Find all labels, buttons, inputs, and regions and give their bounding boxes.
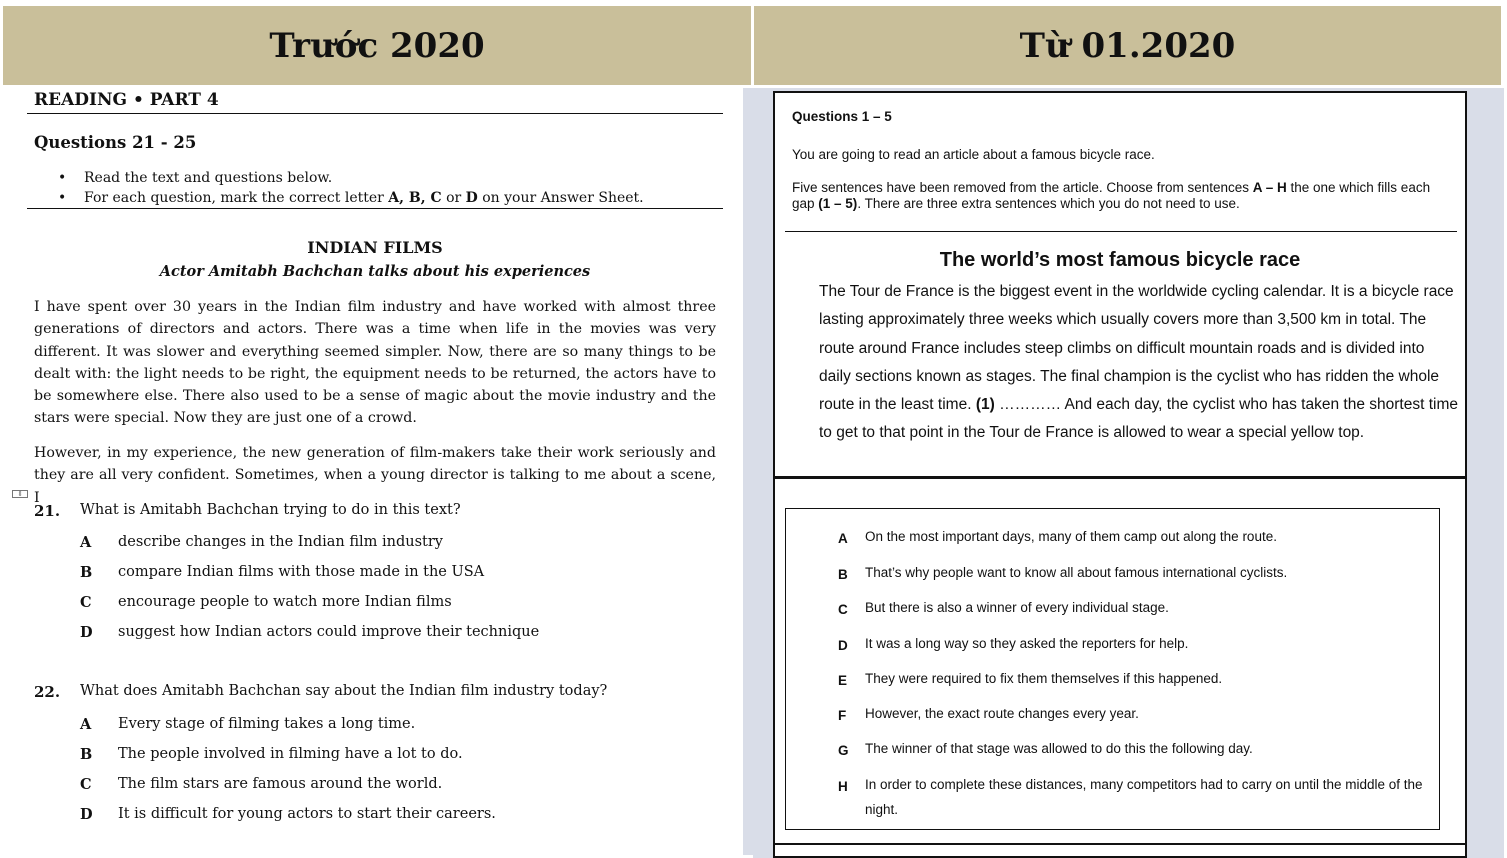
gap-dots: …………	[994, 396, 1065, 414]
next-section-edge	[773, 843, 1467, 858]
instruction-gaps: (1 – 5)	[818, 196, 858, 211]
option-text: describe changes in the Indian film industry	[118, 534, 443, 550]
panel-separator	[743, 88, 753, 855]
article-text: And each day, the cyclist who has taken the shortest time to get to that point in the Tour de France is allowed to wear a special yellow top.	[819, 396, 1458, 442]
part-heading: READING • PART 4	[34, 90, 219, 110]
instruction-2-suffix: on your Answer Sheet.	[477, 190, 644, 206]
option-letter: B	[80, 746, 93, 763]
intro-text: You are going to read an article about a famous bicycle race.	[792, 147, 1155, 162]
sentence-letter: A	[838, 531, 848, 546]
option-letter: D	[80, 624, 93, 641]
instruction-text	[792, 180, 1452, 212]
article-paragraph-2-clip	[3, 438, 747, 506]
sentence-letter: D	[838, 638, 848, 653]
question-number: 22.	[34, 683, 61, 701]
header-title-left: Trước 2020	[269, 25, 485, 66]
instruction-1	[58, 170, 332, 186]
sentence-letter: G	[838, 743, 849, 758]
option-text: It is difficult for young actors to start their careers.	[118, 806, 496, 822]
option-letter: B	[80, 564, 93, 581]
sentence-letter: B	[838, 567, 848, 582]
divider-line	[27, 113, 723, 114]
header-title-right: Từ 01.2020	[1019, 25, 1236, 66]
header-from-2020	[754, 6, 1501, 85]
questions-range: Questions 1 – 5	[792, 109, 892, 124]
instruction-2-or: or	[441, 190, 466, 206]
sentence-text: On the most important days, many of them camp out along the route.	[865, 529, 1277, 544]
option-text: compare Indian films with those made in the USA	[118, 564, 485, 580]
option-letter: A	[80, 716, 92, 733]
article-paragraph-1: I have spent over 30 years in the Indian film industry and have worked with almost three generations of directors and actors. There was a time when life in the movies was very different. It was slower and everything seemed simpler. Now, there are so many things to be dealt with: the light needs to be right, the equipment needs to be returned, the actors have to be somewhere else. There also used to be a sense of magic about the movie industry and the stars were special. Now they are just one of a crowd.	[34, 299, 716, 427]
sentences-box	[773, 477, 1467, 858]
option-letter: C	[80, 776, 92, 793]
header-before-2020	[3, 6, 751, 85]
instruction-2	[58, 190, 644, 206]
article-subtitle: Actor Amitabh Bachchan talks about his experiences	[159, 263, 591, 280]
question-text: What does Amitabh Bachchan say about the Indian film industry today?	[80, 683, 608, 699]
questions-range: Questions 21 - 25	[34, 133, 197, 152]
gap-number: (1)	[975, 396, 995, 414]
sentence-letter: C	[838, 602, 848, 617]
option-text: suggest how Indian actors could improve their technique	[118, 624, 540, 640]
sentence-letter: H	[838, 779, 848, 794]
bullet-icon: •	[58, 190, 67, 206]
sentence-options-frame	[785, 508, 1440, 830]
sentence-text: That’s why people want to know all about famous international cyclists.	[865, 565, 1288, 580]
sentence-text: The winner of that stage was allowed to do this the following day.	[865, 741, 1253, 756]
instruction-2-prefix: For each question, mark the correct letter	[84, 190, 389, 206]
article-box	[773, 91, 1467, 478]
sentence-text: They were required to fix them themselves if this happened.	[865, 671, 1223, 686]
divider-line	[27, 208, 723, 209]
option-letter: D	[80, 806, 93, 823]
option-text: encourage people to watch more Indian films	[118, 594, 452, 610]
old-format-panel	[3, 88, 743, 855]
article-title: INDIAN FILMS	[307, 238, 443, 257]
instruction-part: the one which fills each gap	[792, 180, 1431, 211]
instruction-part: . There are three extra sentences which you do not need to use.	[857, 196, 1240, 211]
sentence-text: It was a long way so they asked the reporters for help.	[865, 636, 1189, 651]
instruction-2-letter-d: D	[465, 190, 478, 206]
option-text: The film stars are famous around the world.	[118, 776, 443, 792]
instruction-1-text: Read the text and questions below.	[84, 170, 333, 186]
option-letter: A	[80, 534, 92, 551]
question-number: 21.	[34, 502, 61, 520]
article-body	[819, 278, 1459, 448]
instruction-part: Five sentences have been removed from the article. Choose from sentences	[792, 180, 1253, 195]
option-text: The people involved in filming have a lot to do.	[118, 746, 463, 762]
sentence-text: But there is also a winner of every individual stage.	[865, 600, 1169, 615]
article-paragraph-2: However, in my experience, the new generation of film-makers take their work seriously and they are all very confident. Sometimes, when a young director is talking to me about a scene, I	[34, 445, 716, 506]
sentence-text: In order to complete these distances, many competitors had to carry on until the middle of the night.	[865, 777, 1423, 817]
article-text: The Tour de France is the biggest event in the worldwide cycling calendar. It is a bicycle race lasting approximately three weeks which usually covers more than 3,500 km in total. The route around France includes steep climbs on difficult mountain roads and is divided into daily sections known as stages. The final champion is the cyclist who has ridden the whole route in the least time.	[819, 283, 1454, 414]
question-text: What is Amitabh Bachchan trying to do in this text?	[80, 502, 461, 518]
instruction-2-letters: A, B, C	[388, 190, 442, 206]
divider-line	[785, 231, 1457, 232]
option-text: Every stage of filming takes a long time.	[118, 716, 416, 732]
instruction-letters: A – H	[1252, 180, 1287, 195]
sentence-letter: F	[838, 708, 847, 723]
option-letter: C	[80, 594, 92, 611]
sentence-letter: E	[838, 673, 848, 688]
sentence-text: However, the exact route changes every year.	[865, 706, 1139, 721]
anchor-icon: ⇕	[12, 490, 28, 498]
article-title: The world’s most famous bicycle race	[939, 249, 1301, 271]
bullet-icon: •	[58, 170, 67, 186]
